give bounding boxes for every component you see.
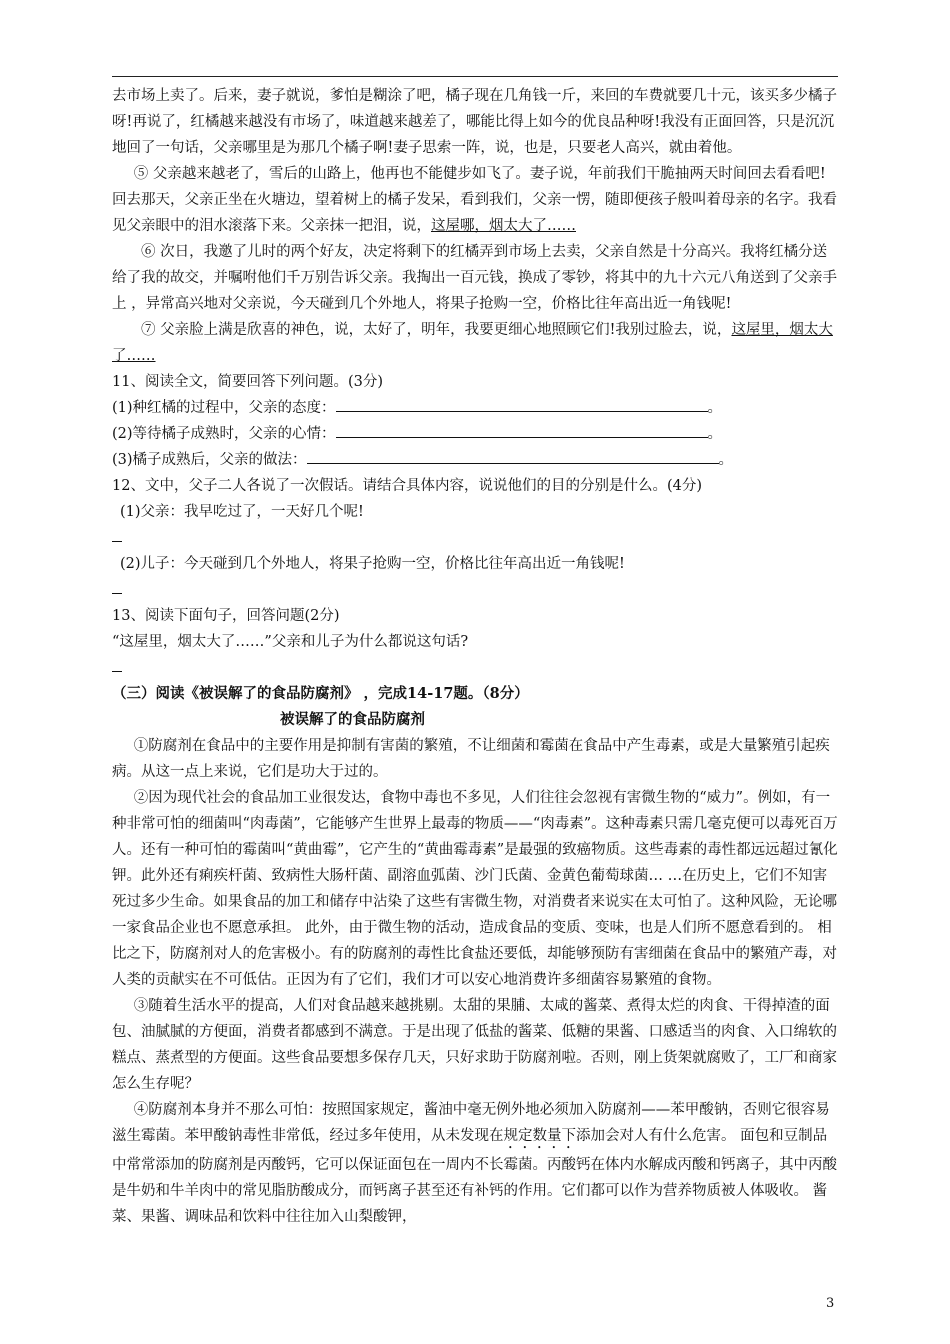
answer-line[interactable] <box>112 577 838 603</box>
header-rule <box>112 76 838 77</box>
question-11-3: (3)橘子成熟后，父亲的做法： 。 <box>112 447 838 473</box>
question-13-quote: “这屋里，烟太大了……”父亲和儿子为什么都说这句话? <box>112 634 469 650</box>
document-page <box>112 76 838 1230</box>
answer-blank[interactable] <box>336 421 708 438</box>
answer-line[interactable] <box>112 655 838 681</box>
article-paragraph-3: ③随着生活水平的提高，人们对食品越来越挑剔。太甜的果脯、太咸的酱菜、煮得太烂的肉食、干得掉渣的面包、油腻腻的方便面，消费者都感到不满意。于是出现了低盐的酱菜、低糖的果酱、口感适当的肉食、入口绵软的糕点、蒸煮型的方便面。这些食品要想多保存几天，只好求助于防腐剂啦。否则，刚上货架就腐败了，工厂和商家怎么生存呢？ <box>112 998 837 1092</box>
question-12-2: (2)儿子：今天碰到几个外地人，将果子抢购一空，价格比往年高出近一角钱呢! <box>120 556 625 572</box>
story-paragraph-5: ⑤ 父亲越来越老了，雪后的山路上，他再也不能健步如飞了。妻子说，年前我们干脆抽两天时间回去看看吧!回去那天，父亲正坐在火塘边，望着树上的橘子发呆，看到我们，父亲一愣，随即便孩子般叫着母亲的名字。我看见父亲眼中的泪水滚落下来。父亲抹一把泪，说，这屋哪，烟太大了…… <box>112 166 837 234</box>
page-number: 3 <box>826 1296 835 1311</box>
answer-blank[interactable] <box>336 395 708 412</box>
answer-blank[interactable] <box>307 447 719 464</box>
section-3-heading: （三）阅读《被误解了的食品防腐剂》 ，完成14-17题。（8分） <box>112 685 529 702</box>
question-12-1: (1)父亲：我早吃过了，一天好几个呢! <box>120 504 364 520</box>
question-13: 13、阅读下面句子，回答问题(2分) <box>112 608 340 624</box>
question-11-1: (1)种红橘的过程中，父亲的态度： 。 <box>112 395 838 421</box>
story-paragraph-continued: 去市场上卖了。后来，妻子就说，爹怕是糊涂了吧，橘子现在几角钱一斤，来回的车费就要几十元，该买多少橘子呀!再说了，红橘越来越没有市场了，味道越来越差了，哪能比得上如今的优良品种呀!我没有正面回答，只是沉沉地回了一句话，父亲哪里是为那几个橘子啊!妻子思索一阵，说，也是，只要老人高兴，就由着他。 <box>112 88 837 156</box>
article-title: 被误解了的食品防腐剂 <box>280 711 425 728</box>
question-11: 11、阅读全文，简要回答下列问题。(3分) <box>112 374 383 390</box>
article-paragraph-1: ①防腐剂在食品中的主要作用是抑制有害菌的繁殖，不让细菌和霉菌在食品中产生毒素，或是大量繁殖引起疾病。从这一点上来说，它们是功大于过的。 <box>112 738 830 780</box>
question-12: 12、文中，父子二人各说了一次假话。请结合具体内容，说说他们的目的分别是什么。(4分) <box>112 478 702 494</box>
underlined-sentence: 这屋哪，烟太大了…… <box>431 218 576 234</box>
article-paragraph-2: ②因为现代社会的食品加工业很发达，食物中毒也不多见，人们往往会忽视有害微生物的“威力”。例如，有一种非常可怕的细菌叫“肉毒菌”，它能够产生世界上最毒的物质——“肉毒素”。这种毒素只需几毫克便可以毒死百万人。还有一种可怕的霉菌叫“黄曲霉”，它产生的“黄曲霉毒素”是最强的致癌物质。这些毒素的毒性都远远超过氰化钾。此外还有痢疾杆菌、致病性大肠杆菌、副溶血弧菌、沙门氏菌、金黄色葡萄球菌… …在历史上，它们不知害死过多少生命。如果食品的加工和储存中沾染了这些有害微生物，对消费者来说实在太可怕了。这种风险，无论哪一家食品企业也不愿意承担。 此外，由于微生物的活动，造成食品的变质、变味，也是人们所不愿意看到的。 相比之下，防腐剂对人的危害极小。有的防腐剂的毒性比食盐还要低，却能够预防有害细菌在食品中的繁殖产毒，对人类的贡献实在不可低估。正因为有了它们，我们才可以安心地消费许多细菌容易繁殖的食物。 <box>112 790 838 988</box>
story-paragraph-6: ⑥ 次日，我邀了儿时的两个好友，决定将剩下的红橘弄到市场上去卖，父亲自然是十分高兴。我将红橘分送给了我的故交，并嘱咐他们千万别告诉父亲。我掏出一百元钱，换成了零钞，将其中的九十六元八角送到了父亲手上 ，异常高兴地对父亲说，今天碰到几个外地人，将果子抢购一空，价格比往年高出近一角钱呢! <box>112 244 837 312</box>
underlined-sentence: 这屋里，烟太大了…… <box>112 322 833 364</box>
story-paragraph-7: ⑦ 父亲脸上满是欣喜的神色，说，太好了，明年，我要更细心地照顾它们!我别过脸去，说，这屋里，烟太大了…… <box>112 322 833 364</box>
article-paragraph-4: ④防腐剂本身并不那么可怕：按照国家规定，酱油中毫无例外地必须加入防腐剂——苯甲酸钠，否则它很容易滋生霉菌。苯甲酸钠毒性非常低，经过多年使用，从未发现在规定数量下添加会对人有什么危害。 面包和豆制品中常常添加的防腐剂是丙酸钙，它可以保证面包在一周内不长霉菌。丙酸钙在体内水解成丙酸和钙离子，其中丙酸是牛奶和牛羊肉中的常见脂肪酸成分，而钙离子甚至还有补钙的作用。它们都可以作为营养物质被人体吸收。 酱菜、果酱、调味品和饮料中往往加入山梨酸钾， <box>112 1102 837 1225</box>
question-11-2: (2)等待橘子成熟时，父亲的心情： 。 <box>112 421 838 447</box>
emphasized-phrase: 规定数量下 <box>503 1128 576 1144</box>
answer-line[interactable] <box>112 525 838 551</box>
